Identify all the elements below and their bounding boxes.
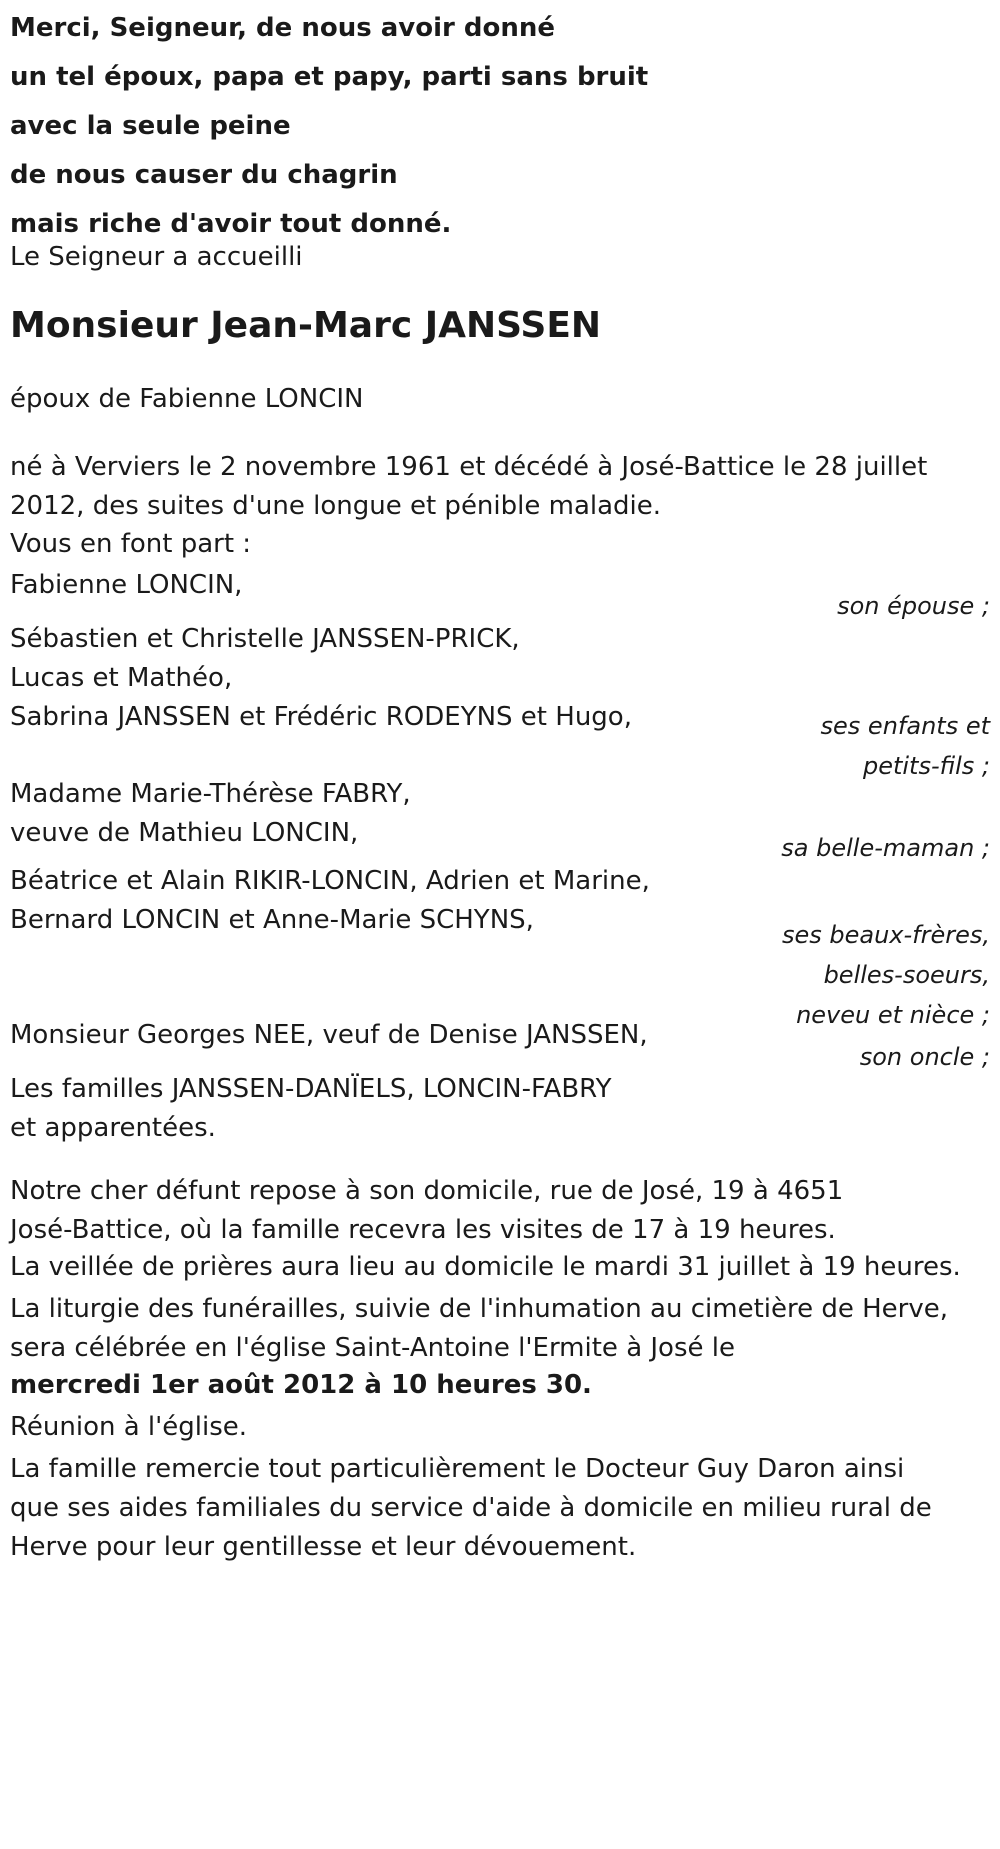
poem-line: Merci, Seigneur, de nous avoir donné (10, 13, 556, 43)
family-name-line: Béatrice et Alain RIKIR-LONCIN, Adrien et Marine, (10, 866, 650, 896)
family-names (10, 1016, 648, 1055)
meeting-text: Réunion à l'église. (10, 1412, 248, 1442)
rest-place-line: Notre cher défunt repose à son domicile, rue de José, 19 à 4651 (10, 1176, 844, 1206)
relation-line: ses beaux-frères, (781, 921, 990, 949)
vigil-text: La veillée de prières aura lieu au domicile le mardi 31 juillet à 19 heures. (10, 1252, 961, 1282)
poem-line: un tel époux, papa et papy, parti sans bruit (10, 62, 649, 92)
family-names (10, 862, 650, 940)
family-name-line: Fabienne LONCIN, (10, 570, 243, 600)
family-relation (570, 706, 990, 786)
family-name-line: Les familles JANSSEN-DANÏELS, LONCIN-FABRY (10, 1074, 612, 1104)
relation-line: son épouse ; (837, 592, 990, 620)
spouse-line: époux de Fabienne LONCIN (10, 384, 364, 414)
thanks-line: La famille remercie tout particulièrement le Docteur Guy Daron ainsi (10, 1454, 905, 1484)
liturgy-paragraph (10, 1290, 948, 1368)
family-names (10, 1070, 611, 1148)
rest-place-line: José-Battice, où la famille recevra les visites de 17 à 19 heures. (10, 1215, 836, 1245)
family-names (10, 566, 242, 605)
birth-death-line: né à Verviers le 2 novembre 1961 et décédé à José-Battice le 28 juillet (10, 452, 928, 482)
deceased-name: Monsieur Jean-Marc JANSSEN (10, 305, 602, 346)
poem-line: de nous causer du chagrin (10, 160, 398, 190)
family-names (10, 775, 411, 853)
family-name-line: veuve de Mathieu LONCIN, (10, 818, 359, 848)
liturgy-line: La liturgie des funérailles, suivie de l'inhumation au cimetière de Herve, (10, 1294, 949, 1324)
family-name-line: Lucas et Mathéo, (10, 663, 233, 693)
relation-line: son oncle ; (859, 1043, 990, 1071)
relation-line: ses enfants et (820, 712, 990, 740)
relation-line: neveu et nièce ; (796, 1001, 990, 1029)
family-name-line: Sébastien et Christelle JANSSEN-PRICK, (10, 624, 520, 654)
relation-line: petits-fils ; (862, 752, 990, 780)
family-relation (570, 1037, 990, 1077)
family-name-line: Madame Marie-Thérèse FABRY, (10, 779, 411, 809)
family-name-line: Monsieur Georges NEE, veuf de Denise JANSSEN, (10, 1020, 648, 1050)
poem-line: avec la seule peine (10, 111, 291, 141)
birth-death-line: 2012, des suites d'une longue et pénible maladie. (10, 491, 662, 521)
family-name-line: et apparentées. (10, 1113, 216, 1143)
family-names (10, 620, 632, 737)
birth-death-paragraph (10, 448, 927, 526)
relation-line: belles-soeurs, (823, 961, 990, 989)
thanks-line: Herve pour leur gentillesse et leur dévouement. (10, 1532, 637, 1562)
announce-text: Vous en font part : (10, 529, 252, 559)
family-name-line: Bernard LONCIN et Anne-Marie SCHYNS, (10, 905, 534, 935)
thanks-line: que ses aides familiales du service d'aide à domicile en milieu rural de (10, 1493, 932, 1523)
opening-poem (10, 4, 870, 249)
rest-place-paragraph (10, 1172, 843, 1250)
intro-text: Le Seigneur a accueilli (10, 242, 303, 272)
family-name-line: Sabrina JANSSEN et Frédéric RODEYNS et Hugo, (10, 702, 632, 732)
thanks-paragraph (10, 1450, 932, 1567)
family-relation (570, 586, 990, 626)
liturgy-line: sera célébrée en l'église Saint-Antoine l'Ermite à José le (10, 1333, 735, 1363)
relation-line: sa belle-maman ; (781, 834, 990, 862)
poem-line: mais riche d'avoir tout donné. (10, 209, 452, 239)
funeral-date: mercredi 1er août 2012 à 10 heures 30. (10, 1370, 592, 1400)
